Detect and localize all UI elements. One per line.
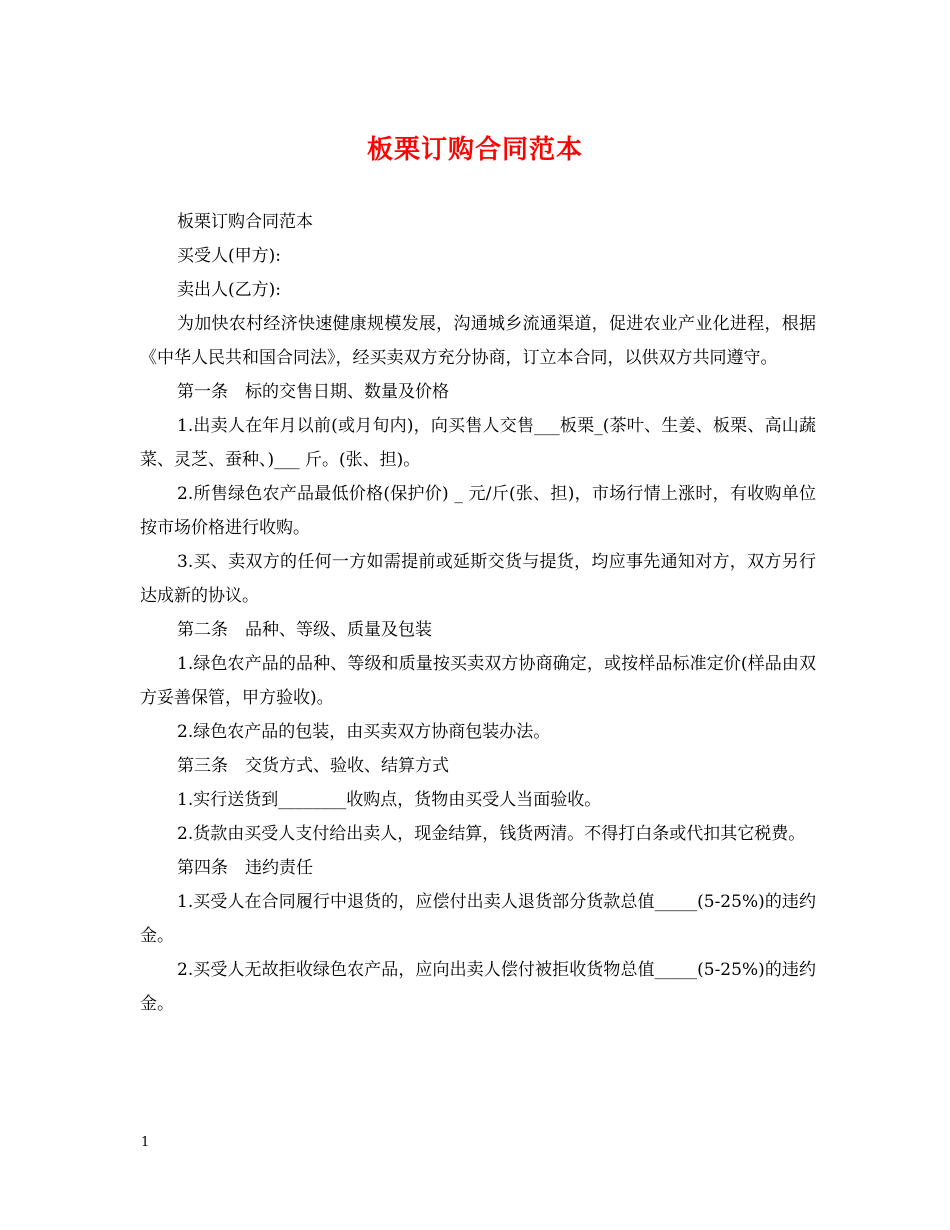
document-body xyxy=(140,205,816,1021)
page-number: 1 xyxy=(141,1135,150,1150)
article-1-heading: 第一条 标的交售日期、数量及价格 xyxy=(177,382,449,402)
paragraph-seller: 卖出人(乙方): xyxy=(177,280,281,300)
document-title: 板栗订购合同范本 xyxy=(366,135,583,165)
article-2-item-1: 1.绿色农产品的品种、等级和质量按买卖双方协商确定，或按样品标准定价(样品由双方妥善保管，甲方验收)。 xyxy=(140,654,816,708)
article-4-item-2: 2.买受人无故拒收绿色农产品，应向出卖人偿付被拒收货物总值_____(5-25%)的违约金。 xyxy=(140,960,816,1014)
article-2-heading: 第二条 品种、等级、质量及包装 xyxy=(177,620,432,640)
article-3-item-1: 1.实行送货到________收购点，货物由买受人当面验收。 xyxy=(177,790,602,810)
article-2-item-2: 2.绿色农产品的包装，由买卖双方协商包装办法。 xyxy=(177,722,551,742)
article-4-item-1: 1.买受人在合同履行中退货的，应偿付出卖人退货部分货款总值_____(5-25%)的违约金。 xyxy=(140,892,816,946)
article-1-item-1: 1.出卖人在年月以前(或月旬内)，向买售人交售___板栗_(茶叶、生姜、板栗、高山蔬菜、灵芝、蚕种、)___ 斤。(张、担)。 xyxy=(140,416,816,470)
article-3-item-2: 2.货款由买受人支付给出卖人，现金结算，钱货两清。不得打白条或代扣其它税费。 xyxy=(177,824,806,844)
paragraph-heading: 板栗订购合同范本 xyxy=(177,212,313,232)
article-3-heading: 第三条 交货方式、验收、结算方式 xyxy=(177,756,449,776)
paragraph-preamble: 为加快农村经济快速健康规模发展，沟通城乡流通渠道，促进农业产业化进程，根据《中华人民共和国合同法》，经买卖双方充分协商，订立本合同，以供双方共同遵守。 xyxy=(140,314,816,368)
article-1-item-3: 3.买、卖双方的任何一方如需提前或延斯交货与提货，均应事先通知对方，双方另行达成新的协议。 xyxy=(140,552,816,606)
article-1-item-2: 2.所售绿色农产品最低价格(保护价) _ 元/斤(张、担)，市场行情上涨时，有收购单位按市场价格进行收购。 xyxy=(140,484,816,538)
paragraph-buyer: 买受人(甲方): xyxy=(177,246,281,266)
article-4-heading: 第四条 违约责任 xyxy=(177,858,313,878)
